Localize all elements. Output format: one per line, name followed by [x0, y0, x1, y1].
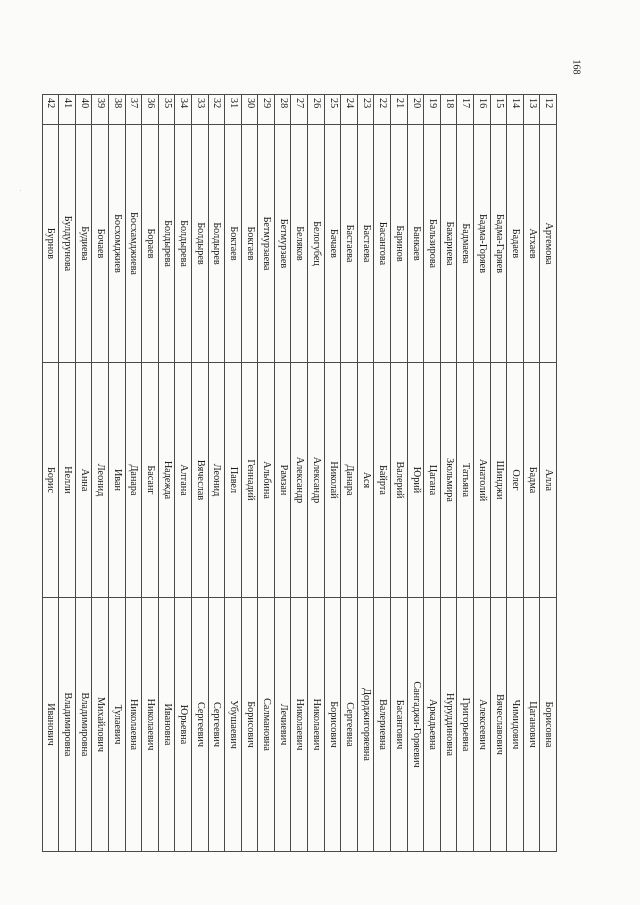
patronymic-cell: Убушаевич — [225, 598, 242, 852]
first-name-cell: Алла — [540, 363, 557, 598]
row-number-cell: 35 — [158, 95, 175, 125]
first-name-cell: Алтана — [175, 363, 192, 598]
first-name-cell: Надежда — [158, 363, 175, 598]
row-number-cell: 38 — [108, 95, 125, 125]
surname-cell: Артемова — [540, 125, 557, 363]
patronymic-cell: Сергеевич — [208, 598, 225, 852]
first-name-cell: Геннадий — [241, 363, 258, 598]
first-name-cell: Вячеслав — [191, 363, 208, 598]
table-row — [540, 95, 557, 852]
surname-cell: Атхаев — [523, 125, 540, 363]
row-number-cell: 28 — [274, 95, 291, 125]
row-number-cell: 14 — [507, 95, 524, 125]
patronymic-cell: Алексеевич — [474, 598, 491, 852]
patronymic-cell: Николаевич — [308, 598, 325, 852]
register-table — [42, 94, 557, 852]
row-number-cell: 30 — [241, 95, 258, 125]
patronymic-cell: Владимировна — [59, 598, 76, 852]
first-name-cell: Рамзан — [274, 363, 291, 598]
table-row — [407, 95, 424, 852]
first-name-cell: Данара — [125, 363, 142, 598]
first-name-cell: Зюльмира — [440, 363, 457, 598]
row-number-cell: 36 — [142, 95, 159, 125]
table-row — [75, 95, 92, 852]
surname-cell: Болдырев — [191, 125, 208, 363]
first-name-cell: Иван — [108, 363, 125, 598]
patronymic-cell: Дорджигоряевна — [357, 598, 374, 852]
page-number: 168 — [570, 59, 582, 75]
first-name-cell: Цагана — [424, 363, 441, 598]
row-number-cell: 40 — [75, 95, 92, 125]
patronymic-cell: Тулаевич — [108, 598, 125, 852]
table-row — [374, 95, 391, 852]
surname-cell: Булдурунова — [59, 125, 76, 363]
first-name-cell: Александр — [291, 363, 308, 598]
first-name-cell: Данара — [341, 363, 358, 598]
surname-cell: Бадма-Горяев — [474, 125, 491, 363]
patronymic-cell: Аркадьевна — [424, 598, 441, 852]
row-number-cell: 27 — [291, 95, 308, 125]
patronymic-cell: Борисович — [241, 598, 258, 852]
row-number-cell: 32 — [208, 95, 225, 125]
first-name-cell: Олег — [507, 363, 524, 598]
first-name-cell: Леонид — [92, 363, 109, 598]
register-table-body — [42, 95, 556, 852]
table-row — [175, 95, 192, 852]
surname-cell: Бетмурзаева — [258, 125, 275, 363]
patronymic-cell: Михайлович — [92, 598, 109, 852]
patronymic-cell: Николаевич — [291, 598, 308, 852]
table-row — [474, 95, 491, 852]
patronymic-cell: Николаевич — [142, 598, 159, 852]
table-row — [42, 95, 59, 852]
row-number-cell: 16 — [474, 95, 491, 125]
row-number-cell: 12 — [540, 95, 557, 125]
table-row — [341, 95, 358, 852]
row-number-cell: 33 — [191, 95, 208, 125]
surname-cell: Бакариева — [440, 125, 457, 363]
surname-cell: Бальзирова — [424, 125, 441, 363]
first-name-cell: Нелли — [59, 363, 76, 598]
table-row — [274, 95, 291, 852]
surname-cell: Бадаев — [507, 125, 524, 363]
patronymic-cell: Борисович — [324, 598, 341, 852]
first-name-cell: Леонид — [208, 363, 225, 598]
table-row — [108, 95, 125, 852]
table-row — [241, 95, 258, 852]
table-row — [225, 95, 242, 852]
surname-cell: Болдырева — [175, 125, 192, 363]
surname-cell: Бурнов — [42, 125, 59, 363]
first-name-cell: Борис — [42, 363, 59, 598]
first-name-cell: Анатолий — [474, 363, 491, 598]
patronymic-cell: Цаганович — [523, 598, 540, 852]
patronymic-cell: Ивановна — [158, 598, 175, 852]
surname-cell: Бетмурзаев — [274, 125, 291, 363]
patronymic-cell: Валериевна — [374, 598, 391, 852]
first-name-cell: Анна — [75, 363, 92, 598]
row-number-cell: 26 — [308, 95, 325, 125]
surname-cell: Болдырев — [208, 125, 225, 363]
surname-cell: Будиева — [75, 125, 92, 363]
row-number-cell: 34 — [175, 95, 192, 125]
surname-cell: Бастаева — [341, 125, 358, 363]
first-name-cell: Павел — [225, 363, 242, 598]
surname-cell: Бокгаев — [241, 125, 258, 363]
table-row — [457, 95, 474, 852]
patronymic-cell: Нуруддиновна — [440, 598, 457, 852]
surname-cell: Бораев — [142, 125, 159, 363]
table-row — [523, 95, 540, 852]
row-number-cell: 42 — [42, 95, 59, 125]
surname-cell: Босхомджиев — [108, 125, 125, 363]
table-row — [490, 95, 507, 852]
row-number-cell: 13 — [523, 95, 540, 125]
table-row — [208, 95, 225, 852]
surname-cell: Бочаев — [92, 125, 109, 363]
row-number-cell: 20 — [407, 95, 424, 125]
table-row — [440, 95, 457, 852]
surname-cell: Бадма-Гаряев — [490, 125, 507, 363]
first-name-cell: Татьяна — [457, 363, 474, 598]
surname-cell: Бадмаева — [457, 125, 474, 363]
first-name-cell: Басанг — [142, 363, 159, 598]
row-number-cell: 23 — [357, 95, 374, 125]
patronymic-cell: Лечиевич — [274, 598, 291, 852]
table-row — [357, 95, 374, 852]
surname-cell: Банкаев — [407, 125, 424, 363]
table-row — [59, 95, 76, 852]
surname-cell: Беляков — [291, 125, 308, 363]
row-number-cell: 19 — [424, 95, 441, 125]
row-number-cell: 31 — [225, 95, 242, 125]
patronymic-cell: Сергеевич — [191, 598, 208, 852]
first-name-cell: Валерий — [391, 363, 408, 598]
first-name-cell: Ася — [357, 363, 374, 598]
first-name-cell: Шинджи — [490, 363, 507, 598]
patronymic-cell: Сангаджи-Горяевич — [407, 598, 424, 852]
rotated-table-container — [45, 94, 557, 851]
patronymic-cell: Борисовна — [540, 598, 557, 852]
patronymic-cell: Басангович — [391, 598, 408, 852]
row-number-cell: 21 — [391, 95, 408, 125]
row-number-cell: 24 — [341, 95, 358, 125]
row-number-cell: 17 — [457, 95, 474, 125]
table-row — [324, 95, 341, 852]
surname-cell: Босхамджиева — [125, 125, 142, 363]
surname-cell: Бачаев — [324, 125, 341, 363]
row-number-cell: 22 — [374, 95, 391, 125]
surname-cell: Боктаев — [225, 125, 242, 363]
table-row — [258, 95, 275, 852]
surname-cell: Бастаева — [357, 125, 374, 363]
row-number-cell: 15 — [490, 95, 507, 125]
patronymic-cell: Николаевна — [125, 598, 142, 852]
first-name-cell: Бадма — [523, 363, 540, 598]
surname-cell: Белогубец — [308, 125, 325, 363]
patronymic-cell: Григорьевна — [457, 598, 474, 852]
row-number-cell: 18 — [440, 95, 457, 125]
table-row — [92, 95, 109, 852]
row-number-cell: 41 — [59, 95, 76, 125]
table-row — [308, 95, 325, 852]
first-name-cell: Александр — [308, 363, 325, 598]
patronymic-cell: Вячеславович — [490, 598, 507, 852]
first-name-cell: Юрий — [407, 363, 424, 598]
table-row — [158, 95, 175, 852]
patronymic-cell: Салмановна — [258, 598, 275, 852]
table-row — [125, 95, 142, 852]
surname-cell: Болдырева — [158, 125, 175, 363]
table-row — [391, 95, 408, 852]
patronymic-cell: Чимидович — [507, 598, 524, 852]
first-name-cell: Николай — [324, 363, 341, 598]
patronymic-cell: Иванович — [42, 598, 59, 852]
row-number-cell: 37 — [125, 95, 142, 125]
scan-speck — [20, 190, 21, 191]
first-name-cell: Альбина — [258, 363, 275, 598]
row-number-cell: 29 — [258, 95, 275, 125]
first-name-cell: Байрта — [374, 363, 391, 598]
row-number-cell: 25 — [324, 95, 341, 125]
row-number-cell: 39 — [92, 95, 109, 125]
table-row — [191, 95, 208, 852]
patronymic-cell: Владимировна — [75, 598, 92, 852]
table-row — [424, 95, 441, 852]
table-row — [291, 95, 308, 852]
patronymic-cell: Сергеевна — [341, 598, 358, 852]
surname-cell: Басангова — [374, 125, 391, 363]
surname-cell: Баринов — [391, 125, 408, 363]
table-row — [142, 95, 159, 852]
patronymic-cell: Юрьевна — [175, 598, 192, 852]
table-row — [507, 95, 524, 852]
